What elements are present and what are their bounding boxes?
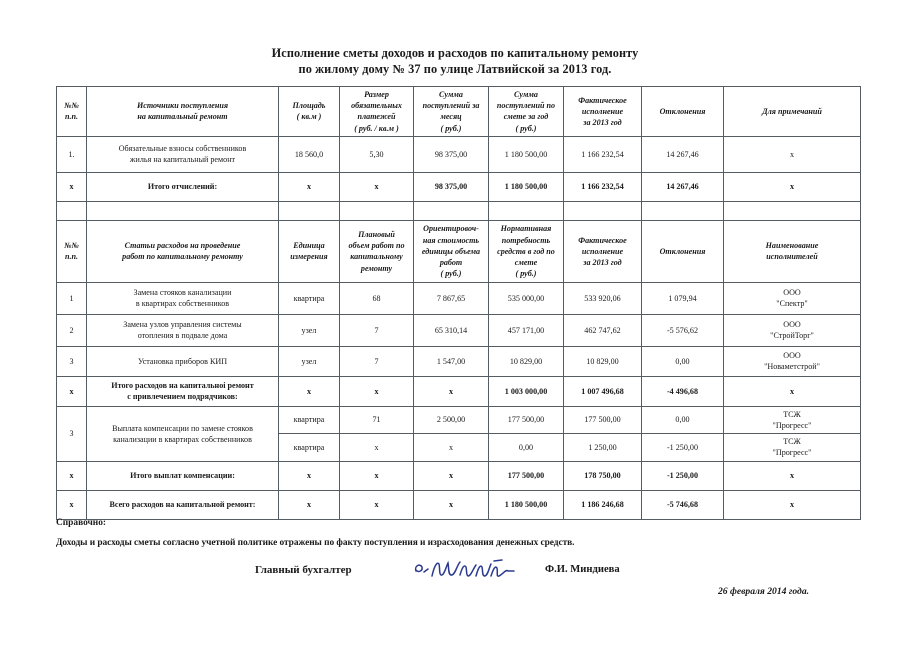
- income-header-fact: Фактическое исполнение за 2013 год: [564, 87, 642, 137]
- total-compensation-need: 177 500,00: [489, 461, 564, 490]
- table-row: [57, 346, 861, 376]
- income-header-rate: Размер обязательных платежей ( руб. / кв.м ): [340, 87, 414, 137]
- spacer-cell: [340, 201, 414, 220]
- table-row: [57, 282, 861, 314]
- compensation-price: x: [414, 434, 489, 461]
- expense-row-fact: 462 747,62: [564, 314, 642, 346]
- total-compensation-unit: x: [279, 461, 340, 490]
- spacer-cell: [414, 201, 489, 220]
- handwritten-signature-icon: [410, 555, 535, 583]
- income-row-fact: 1 166 232,54: [564, 136, 642, 172]
- compensation-unit: квартира: [279, 434, 340, 461]
- income-row-month: 98 375,00: [414, 136, 489, 172]
- document-date: 26 февраля 2014 года.: [718, 586, 810, 597]
- income-header-row: [57, 87, 861, 137]
- income-total-no: x: [57, 172, 87, 201]
- income-total-fact: 1 166 232,54: [564, 172, 642, 201]
- income-row-deviation: 14 267,46: [642, 136, 724, 172]
- expense-row-volume: 68: [340, 282, 414, 314]
- expense-row-unit: квартира: [279, 282, 340, 314]
- expense-row-volume: 7: [340, 314, 414, 346]
- income-header-source: Источники поступления на капитальный ремонт: [87, 87, 279, 137]
- compensation-need: 177 500,00: [489, 406, 564, 433]
- expense-row-executor: ООО "СтройТорг": [724, 314, 861, 346]
- expense-row-item: Замена узлов управления системы отопления в подвале дома: [87, 314, 279, 346]
- spacer-cell: [724, 201, 861, 220]
- signature-block: [255, 561, 675, 587]
- compensation-deviation: -1 250,00: [642, 434, 724, 461]
- spacer-cell: [57, 201, 87, 220]
- compensation-item: Выплата компенсации по замене стояков канализации в квартирах собственников: [87, 406, 279, 461]
- expense-header-no: №№ п.п.: [57, 220, 87, 282]
- expense-header-item: Статьи расходов на проведение работ по капитальному ремонту: [87, 220, 279, 282]
- table-row: [57, 406, 861, 433]
- compensation-executor: ТСЖ "Прогресс": [724, 434, 861, 461]
- grand-total-executor: x: [724, 490, 861, 519]
- income-header-deviation: Отклонения: [642, 87, 724, 137]
- expense-row-no: 2: [57, 314, 87, 346]
- expense-row-unit: узел: [279, 346, 340, 376]
- compensation-fact: 1 250,00: [564, 434, 642, 461]
- income-row-no: 1.: [57, 136, 87, 172]
- subtotal-no: x: [57, 376, 87, 406]
- expense-row-no: 1: [57, 282, 87, 314]
- total-compensation-fact: 178 750,00: [564, 461, 642, 490]
- total-compensation-price: x: [414, 461, 489, 490]
- signature-name: Ф.И. Миндиева: [545, 564, 620, 575]
- expense-header-fact: Фактическое исполнение за 2013 год: [564, 220, 642, 282]
- grand-total-unit: x: [279, 490, 340, 519]
- income-total-area: x: [279, 172, 340, 201]
- income-row-area: 18 560,0: [279, 136, 340, 172]
- compensation-fact: 177 500,00: [564, 406, 642, 433]
- expense-header-executors: Наименование исполнителей: [724, 220, 861, 282]
- section-spacer-row: [57, 201, 861, 220]
- expense-header-need: Нормативная потребность средств в год по смете ( руб.): [489, 220, 564, 282]
- expense-row-price: 65 310,14: [414, 314, 489, 346]
- expense-header-deviation: Отклонения: [642, 220, 724, 282]
- grand-total-no: x: [57, 490, 87, 519]
- total-compensation-no: x: [57, 461, 87, 490]
- reference-text: Доходы и расходы сметы согласно учетной политике отражены по факту поступления и израсходования денежных средств.: [56, 538, 575, 548]
- estimate-table: [56, 86, 861, 520]
- expense-row-deviation: 1 079,94: [642, 282, 724, 314]
- compensation-volume: x: [340, 434, 414, 461]
- expense-row-need: 457 171,00: [489, 314, 564, 346]
- expense-row-fact: 533 920,06: [564, 282, 642, 314]
- income-header-no: №№ п.п.: [57, 87, 87, 137]
- compensation-executor: ТСЖ "Прогресс": [724, 406, 861, 433]
- income-total-deviation: 14 267,46: [642, 172, 724, 201]
- income-row-notes: x: [724, 136, 861, 172]
- expense-row-item: Установка приборов КИП: [87, 346, 279, 376]
- grand-total-row: [57, 490, 861, 519]
- compensation-price: 2 500,00: [414, 406, 489, 433]
- expense-row-price: 1 547,00: [414, 346, 489, 376]
- total-compensation-label: Итого выплат компенсации:: [87, 461, 279, 490]
- expense-row-price: 7 867,65: [414, 282, 489, 314]
- income-header-month: Сумма поступлений за месяц ( руб.): [414, 87, 489, 137]
- grand-total-fact: 1 186 246,68: [564, 490, 642, 519]
- spacer-cell: [87, 201, 279, 220]
- spacer-cell: [489, 201, 564, 220]
- subtotal-fact: 1 007 496,68: [564, 376, 642, 406]
- compensation-no: 3: [57, 406, 87, 461]
- total-compensation-volume: x: [340, 461, 414, 490]
- subtotal-volume: x: [340, 376, 414, 406]
- income-total-label: Итого отчислений:: [87, 172, 279, 201]
- expense-row-no: 3: [57, 346, 87, 376]
- expense-header-unit: Единица измерения: [279, 220, 340, 282]
- total-compensation-row: [57, 461, 861, 490]
- expense-row-deviation: 0,00: [642, 346, 724, 376]
- expense-subtotal-contractors-row: [57, 376, 861, 406]
- subtotal-deviation: -4 496,68: [642, 376, 724, 406]
- income-total-month: 98 375,00: [414, 172, 489, 201]
- income-total-year: 1 180 500,00: [489, 172, 564, 201]
- expense-row-need: 10 829,00: [489, 346, 564, 376]
- income-total-row: [57, 172, 861, 201]
- income-total-notes: x: [724, 172, 861, 201]
- expense-row-volume: 7: [340, 346, 414, 376]
- expense-header-unit-price: Ориентировоч- ная стоимость единицы объема работ ( руб.): [414, 220, 489, 282]
- expense-row-unit: узел: [279, 314, 340, 346]
- compensation-need: 0,00: [489, 434, 564, 461]
- income-header-area: Площадь ( кв.м ): [279, 87, 340, 137]
- grand-total-need: 1 180 500,00: [489, 490, 564, 519]
- income-row-year: 1 180 500,00: [489, 136, 564, 172]
- expense-row-executor: ООО "Новаметстрой": [724, 346, 861, 376]
- expense-row-deviation: -5 576,62: [642, 314, 724, 346]
- income-row-source: Обязательные взносы собственников жилья на капитальный ремонт: [87, 136, 279, 172]
- subtotal-unit: x: [279, 376, 340, 406]
- title-line-2: по жилому дому № 37 по улице Латвийской за 2013 год.: [298, 62, 612, 76]
- expense-row-fact: 10 829,00: [564, 346, 642, 376]
- reference-label: Справочно:: [56, 518, 107, 528]
- expense-header-row: [57, 220, 861, 282]
- compensation-unit: квартира: [279, 406, 340, 433]
- income-header-year: Сумма поступлений по смете за год ( руб.): [489, 87, 564, 137]
- expense-header-volume: Плановый объем работ по капитальному ремонту: [340, 220, 414, 282]
- spacer-cell: [642, 201, 724, 220]
- table-row: [57, 136, 861, 172]
- subtotal-need: 1 003 000,00: [489, 376, 564, 406]
- expense-row-executor: ООО "Спектр": [724, 282, 861, 314]
- income-header-notes: Для примечаний: [724, 87, 861, 137]
- title-line-1: Исполнение сметы доходов и расходов по капитальному ремонту: [271, 46, 639, 60]
- total-compensation-executor: x: [724, 461, 861, 490]
- spacer-cell: [564, 201, 642, 220]
- signature-title: Главный бухгалтер: [255, 564, 352, 576]
- compensation-volume: 71: [340, 406, 414, 433]
- grand-total-label: Всего расходов на капитальной ремонт:: [87, 490, 279, 519]
- subtotal-label: Итого расходов на капитальноі ремонт с привлечением подрядчиков:: [87, 376, 279, 406]
- grand-total-deviation: -5 746,68: [642, 490, 724, 519]
- grand-total-price: x: [414, 490, 489, 519]
- income-row-rate: 5,30: [340, 136, 414, 172]
- expense-row-need: 535 000,00: [489, 282, 564, 314]
- table-row: [57, 314, 861, 346]
- expense-row-item: Замена стояков канализации в квартирах собственников: [87, 282, 279, 314]
- subtotal-executor: x: [724, 376, 861, 406]
- compensation-deviation: 0,00: [642, 406, 724, 433]
- total-compensation-deviation: -1 250,00: [642, 461, 724, 490]
- grand-total-volume: x: [340, 490, 414, 519]
- income-total-rate: x: [340, 172, 414, 201]
- subtotal-price: x: [414, 376, 489, 406]
- page-title: [0, 45, 910, 77]
- spacer-cell: [279, 201, 340, 220]
